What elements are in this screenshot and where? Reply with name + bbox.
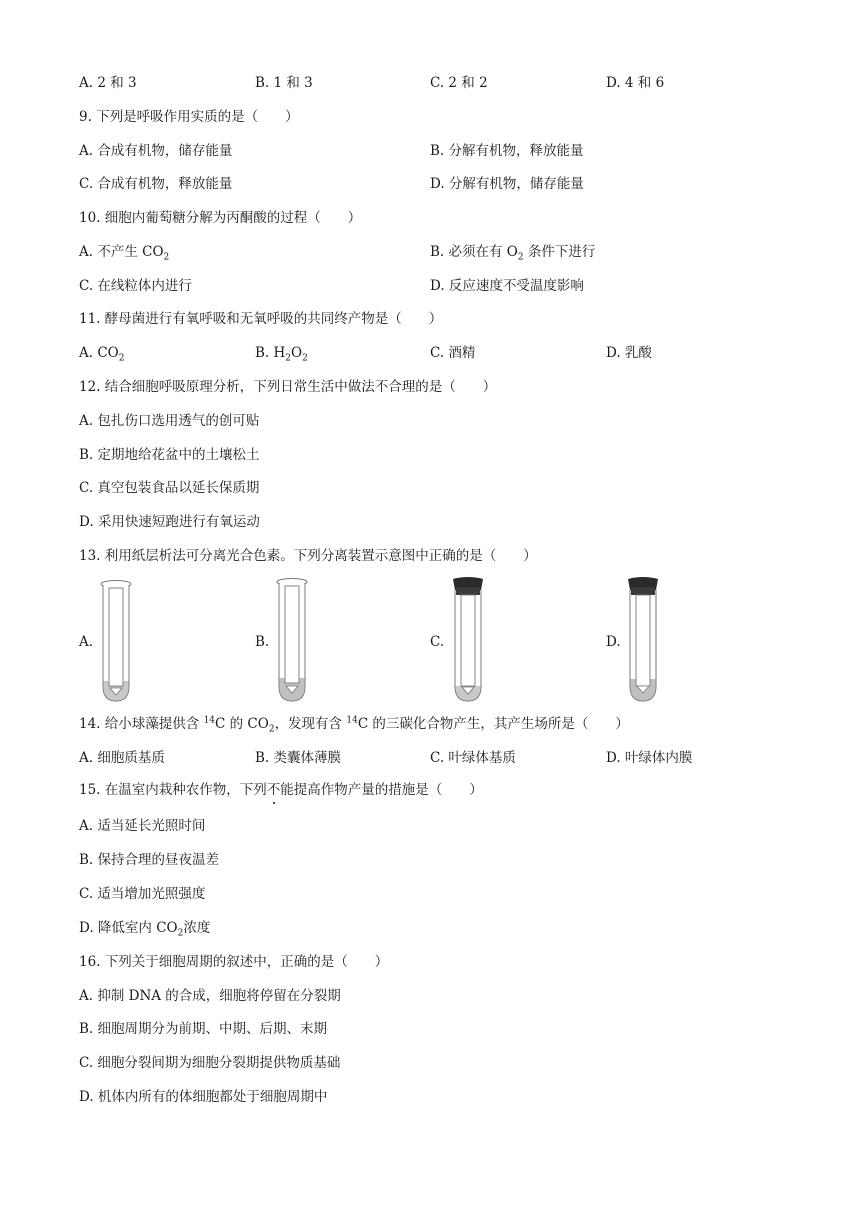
q11-option-b: B. $H_2O_2$ — [255, 345, 308, 364]
q16-option-d: D. 机体内所有的体细胞都处于细胞周期中 — [79, 1089, 328, 1105]
q8-option-d: D. 4 和 6 — [606, 75, 665, 91]
q11-option-c: C. 酒精 — [430, 345, 476, 361]
q14-option-a: A. 细胞质基质 — [79, 750, 165, 766]
q13-stem: 13. 利用纸层析法可分离光合色素。下列分离装置示意图中正确的是（ ） — [79, 548, 537, 564]
q9-option-b: B. 分解有机物，释放能量 — [430, 143, 584, 159]
q11-option-a: A. $CO_2$ — [79, 345, 125, 364]
q15-stem: 15. 在温室内栽种农作物，下列不能提高作物产量的措施是（ ） — [79, 782, 483, 798]
q8-option-a: A. 2 和 3 — [79, 75, 137, 91]
q13-label-a: A. — [79, 634, 94, 650]
q16-option-c: C. 细胞分裂间期为细胞分裂期提供物质基础 — [79, 1055, 341, 1071]
q11-stem: 11. 酵母菌进行有氧呼吸和无氧呼吸的共同终产物是（ ） — [79, 311, 443, 327]
q14-stem: 14. 给小球藻提供含 $^{14}$C 的 $CO_2$，发现有含 $^{14}$C 的三碳化合物产生，其产生场所是（ ） — [79, 715, 629, 735]
q9-option-d: D. 分解有机物，储存能量 — [430, 176, 584, 192]
q12-option-b: B. 定期地给花盆中的土壤松土 — [79, 447, 260, 463]
q9-stem: 9. 下列是呼吸作用实质的是（ ） — [79, 109, 299, 125]
q13-label-d: D. — [606, 634, 621, 650]
q9-option-a: A. 合成有机物，储存能量 — [79, 143, 233, 159]
tube-diagram-d — [625, 576, 661, 704]
q14-option-c: C. 叶绿体基质 — [430, 750, 516, 766]
q13-label-c: C. — [430, 634, 445, 650]
tube-diagram-c — [450, 576, 486, 704]
q10-option-c: C. 在线粒体内进行 — [79, 278, 192, 294]
q12-option-a: A. 包扎伤口选用透气的创可贴 — [79, 413, 260, 429]
q16-option-a: A. 抑制 DNA 的合成，细胞将停留在分裂期 — [79, 988, 341, 1004]
q12-option-c: C. 真空包装食品以延长保质期 — [79, 480, 260, 496]
tube-diagram-a — [98, 578, 134, 704]
q10-option-a: A. 不产生 $CO_2$ — [79, 244, 170, 263]
q12-option-d: D. 采用快速短跑进行有氧运动 — [79, 514, 260, 530]
q16-stem: 16. 下列关于细胞周期的叙述中，正确的是（ ） — [79, 954, 389, 970]
q10-stem: 10. 细胞内葡萄糖分解为丙酮酸的过程（ ） — [79, 210, 362, 226]
q14-option-b: B. 类囊体薄膜 — [255, 750, 342, 766]
q8-option-c: C. 2 和 2 — [430, 75, 488, 91]
q14-option-d: D. 叶绿体内膜 — [606, 750, 693, 766]
q10-option-b: B. 必须在有 $O_2$ 条件下进行 — [430, 244, 596, 263]
q15-option-c: C. 适当增加光照强度 — [79, 886, 206, 902]
q15-option-d: D. 降低室内 $CO_2$浓度 — [79, 920, 211, 939]
q8-option-b: B. 1 和 3 — [255, 75, 313, 91]
q15-option-a: A. 适当延长光照时间 — [79, 818, 206, 834]
q15-option-b: B. 保持合理的昼夜温差 — [79, 852, 220, 868]
tube-diagram-b — [274, 576, 310, 704]
q9-option-c: C. 合成有机物，释放能量 — [79, 176, 233, 192]
emphasis-dot-word: 不 — [266, 782, 281, 798]
q13-label-b: B. — [255, 634, 270, 650]
q12-stem: 12. 结合细胞呼吸原理分析，下列日常生活中做法不合理的是（ ） — [79, 379, 497, 395]
q16-option-b: B. 细胞周期分为前期、中期、后期、末期 — [79, 1021, 328, 1037]
q10-option-d: D. 反应速度不受温度影响 — [430, 278, 584, 294]
q11-option-d: D. 乳酸 — [606, 345, 652, 361]
